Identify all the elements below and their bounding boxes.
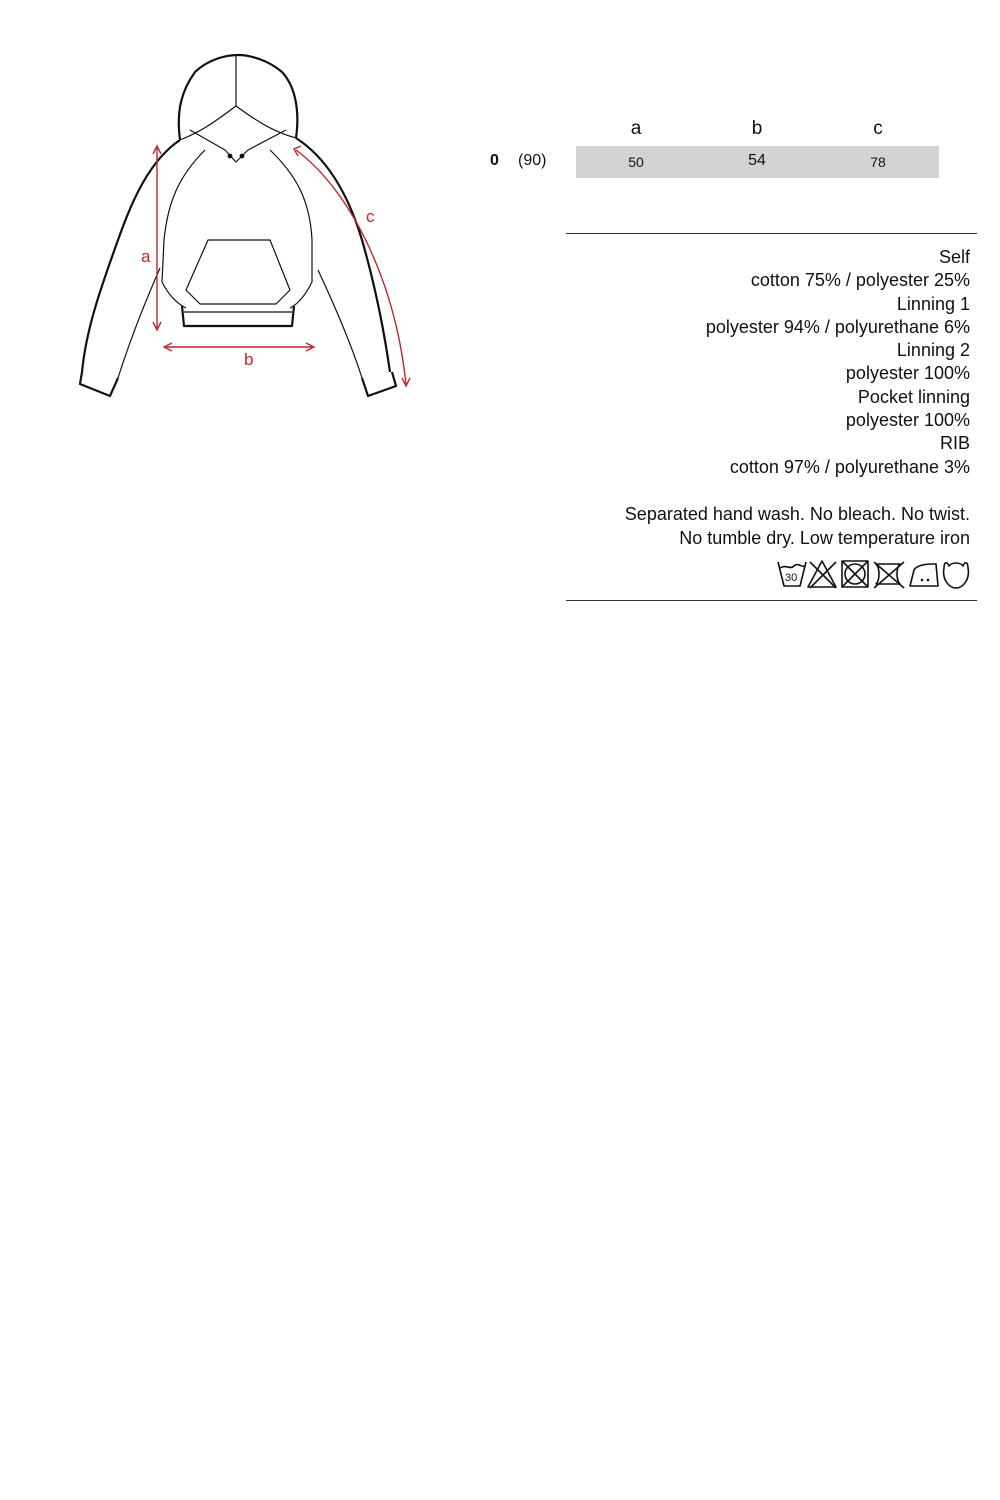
dimension-c-label: c — [366, 207, 375, 226]
dry-clean-icon — [944, 563, 969, 588]
measurement-a-value: 50 — [628, 154, 644, 170]
composition-line: Linning 1 — [896, 293, 970, 314]
measurement-c-value: 78 — [870, 154, 886, 170]
care-instructions — [566, 502, 970, 550]
divider-bottom — [566, 600, 977, 601]
composition-line: cotton 97% / polyurethane 3% — [729, 456, 970, 477]
low-iron-icon — [910, 564, 938, 586]
care-line: No tumble dry. Low temperature iron — [679, 528, 970, 548]
no-wring-icon — [874, 562, 904, 588]
composition-block — [566, 246, 970, 479]
composition-line: Self — [938, 247, 970, 267]
composition-line: polyester 94% / polyurethane 6% — [705, 316, 970, 337]
care-line: Separated hand wash. No bleach. No twist. — [624, 504, 970, 524]
care-symbols — [776, 558, 970, 590]
composition-line: RIB — [939, 433, 970, 454]
composition-line: polyester 100% — [845, 363, 970, 384]
composition-line: cotton 75% / polyester 25% — [750, 270, 970, 291]
wash-temp-label: 30 — [785, 572, 798, 584]
no-bleach-icon — [808, 561, 836, 588]
divider-top — [566, 233, 977, 234]
size-code: 0 — [490, 152, 499, 169]
dimension-b-label: b — [244, 350, 254, 369]
no-tumble-dry-icon — [842, 561, 868, 587]
measurement-b-value: 54 — [748, 152, 766, 169]
size-table — [480, 112, 950, 182]
composition-line: Pocket linning — [857, 386, 970, 407]
column-header-c: c — [873, 118, 883, 139]
dimension-a-label: a — [141, 247, 151, 266]
hoodie-diagram — [60, 40, 440, 420]
size-alt: (90) — [518, 152, 547, 169]
column-header-a: a — [630, 118, 642, 139]
column-header-b: b — [751, 118, 763, 139]
care-symbols-row — [776, 558, 970, 590]
composition-line: polyester 100% — [845, 410, 970, 431]
hoodie-sketch — [60, 40, 440, 420]
hand-wash-30-icon — [778, 562, 806, 586]
composition-line: Linning 2 — [896, 340, 970, 361]
